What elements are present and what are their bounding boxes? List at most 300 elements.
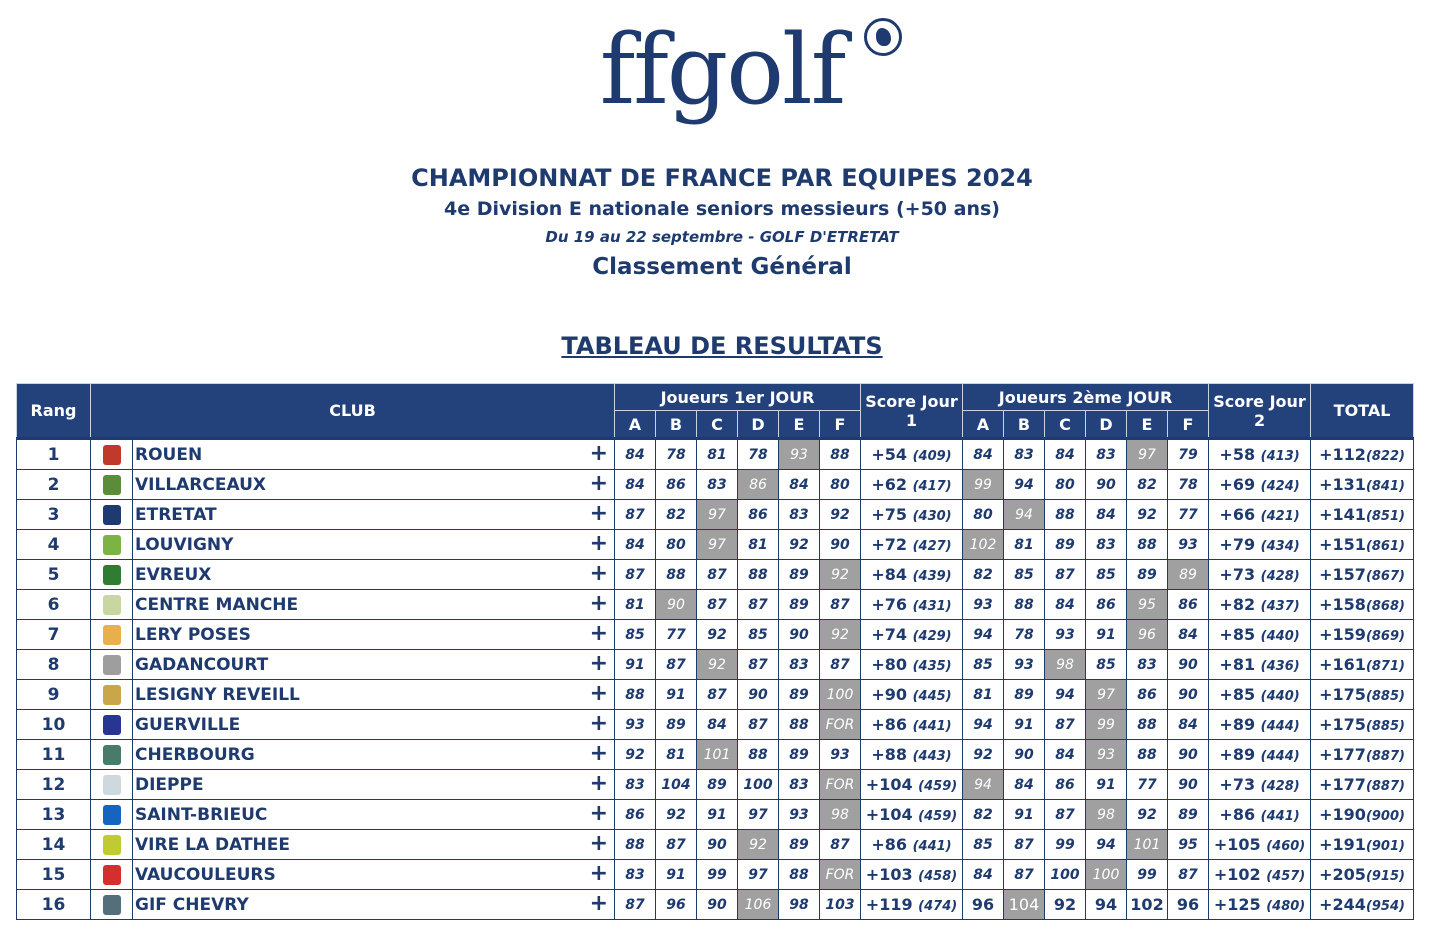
- club-logo-icon: [103, 475, 121, 495]
- day2-score-a: 102: [963, 530, 1004, 560]
- rank-cell: 6: [17, 590, 91, 620]
- total-cell: [1311, 590, 1414, 620]
- rank-cell: 4: [17, 530, 91, 560]
- club-logo-cell: [91, 650, 133, 680]
- club-logo-icon: [103, 685, 121, 705]
- expand-plus-icon[interactable]: +: [589, 801, 608, 826]
- club-name-cell: [133, 590, 615, 620]
- score-day1-cell: [861, 740, 963, 770]
- day2-score-b: 83: [1004, 439, 1045, 470]
- day2-score-a: 99: [963, 470, 1004, 500]
- expand-plus-icon[interactable]: +: [589, 681, 608, 706]
- total-strokes: (861): [1365, 539, 1405, 554]
- day2-score-c: 88: [1045, 500, 1086, 530]
- rank-cell: 3: [17, 500, 91, 530]
- expand-plus-icon[interactable]: +: [589, 861, 608, 886]
- score-day2-cell: [1209, 890, 1311, 920]
- total-strokes: (887): [1365, 779, 1405, 794]
- day1-score-e: 89: [779, 740, 820, 770]
- score-day1-cell: [861, 470, 963, 500]
- total-strokes: (887): [1365, 749, 1405, 764]
- day1-score-b: 91: [656, 680, 697, 710]
- club-name: DIEPPE: [135, 774, 204, 795]
- total-strokes: (954): [1365, 899, 1405, 914]
- day1-score-c: 99: [697, 860, 738, 890]
- rank-cell: 1: [17, 439, 91, 470]
- day1-score-f: 87: [820, 590, 861, 620]
- rank-cell: 9: [17, 680, 91, 710]
- day2-score-c: 93: [1045, 620, 1086, 650]
- total-cell: [1311, 439, 1414, 470]
- score-day2-cell: [1209, 800, 1311, 830]
- day1-score-b: 81: [656, 740, 697, 770]
- day1-score-e: 93: [779, 800, 820, 830]
- club-name-cell: [133, 830, 615, 860]
- day2-score-e: 82: [1127, 470, 1168, 500]
- score-day1-cell: [861, 500, 963, 530]
- rank-cell: 11: [17, 740, 91, 770]
- club-logo-cell: [91, 620, 133, 650]
- section-title: Classement Général: [592, 254, 852, 280]
- total-cell: [1311, 860, 1414, 890]
- table-row: [17, 770, 1414, 800]
- club-name: CENTRE MANCHE: [135, 594, 299, 615]
- club-logo-icon: [103, 895, 121, 915]
- day2-score-f: 78: [1168, 470, 1209, 500]
- score-day2: +81: [1219, 655, 1256, 674]
- day1-score-b: 88: [656, 560, 697, 590]
- day1-score-f: 92: [820, 560, 861, 590]
- total-strokes: (851): [1365, 509, 1405, 524]
- expand-plus-icon[interactable]: +: [589, 591, 608, 616]
- header-rang: Rang: [17, 384, 91, 439]
- rank-cell: 10: [17, 710, 91, 740]
- strokes-day2: (437): [1260, 599, 1300, 614]
- day1-score-c: 92: [697, 620, 738, 650]
- strokes-day1: (427): [912, 539, 952, 554]
- day1-score-e: 88: [779, 860, 820, 890]
- results-table: [16, 383, 1414, 920]
- strokes-day1: (445): [912, 689, 952, 704]
- total-strokes: (822): [1365, 449, 1405, 464]
- score-day2: +69: [1219, 475, 1256, 494]
- day2-score-e: 99: [1127, 860, 1168, 890]
- score-day2: +125: [1213, 895, 1261, 914]
- club-logo-icon: [103, 775, 121, 795]
- score-day1-cell: [861, 770, 963, 800]
- club-name: VAUCOULEURS: [135, 864, 276, 885]
- table-row: [17, 500, 1414, 530]
- day1-score-d: 86: [738, 470, 779, 500]
- score-day2: +85: [1219, 625, 1256, 644]
- day2-score-d: 97: [1086, 680, 1127, 710]
- day2-score-b: 85: [1004, 560, 1045, 590]
- day2-score-d: 86: [1086, 590, 1127, 620]
- header-total: TOTAL: [1311, 384, 1414, 439]
- total-cell: [1311, 650, 1414, 680]
- score-day1: +90: [871, 685, 908, 704]
- club-name: VILLARCEAUX: [135, 474, 267, 495]
- day1-score-a: 88: [615, 830, 656, 860]
- day2-score-f: 90: [1168, 650, 1209, 680]
- day2-score-a: 84: [963, 439, 1004, 470]
- day2-score-b: 84: [1004, 770, 1045, 800]
- club-logo-cell: [91, 530, 133, 560]
- day1-score-c: 91: [697, 800, 738, 830]
- strokes-day2: (444): [1260, 719, 1300, 734]
- club-name: CHERBOURG: [135, 744, 255, 765]
- day2-score-d: 100: [1086, 860, 1127, 890]
- club-name: GIF CHEVRY: [135, 894, 249, 915]
- day1-score-b: 80: [656, 530, 697, 560]
- expand-plus-icon[interactable]: +: [589, 441, 608, 466]
- club-name-cell: [133, 530, 615, 560]
- day1-score-c: 87: [697, 590, 738, 620]
- header-day2-player-e: E: [1127, 411, 1168, 439]
- day2-score-e: 101: [1127, 830, 1168, 860]
- club-logo-cell: [91, 890, 133, 920]
- club-logo-cell: [91, 770, 133, 800]
- header-day1-player-b: B: [656, 411, 697, 439]
- day1-score-d: 78: [738, 439, 779, 470]
- expand-plus-icon[interactable]: +: [589, 501, 608, 526]
- total-score: +177: [1319, 775, 1366, 794]
- total-cell: [1311, 620, 1414, 650]
- club-logo-cell: [91, 680, 133, 710]
- ffgolf-logo-text: ffgolf: [600, 10, 845, 130]
- table-title: TABLEAU DE RESULTATS: [561, 332, 883, 360]
- day2-score-c: 84: [1045, 439, 1086, 470]
- total-strokes: (901): [1365, 839, 1405, 854]
- strokes-day2: (421): [1260, 509, 1300, 524]
- day1-score-e: 88: [779, 710, 820, 740]
- header-score2: Score Jour 2: [1209, 384, 1311, 439]
- day2-score-d: 99: [1086, 710, 1127, 740]
- day1-score-b: 92: [656, 800, 697, 830]
- score-day2-cell: [1209, 620, 1311, 650]
- day1-score-e: 92: [779, 530, 820, 560]
- day1-score-d: 97: [738, 800, 779, 830]
- club-name: ROUEN: [135, 444, 203, 465]
- strokes-day2: (440): [1260, 689, 1300, 704]
- club-logo-icon: [103, 865, 121, 885]
- total-cell: [1311, 830, 1414, 860]
- day1-score-d: 88: [738, 560, 779, 590]
- expand-plus-icon[interactable]: +: [589, 561, 608, 586]
- score-day2-cell: [1209, 830, 1311, 860]
- total-strokes: (867): [1365, 569, 1405, 584]
- day1-score-b: 82: [656, 500, 697, 530]
- total-score: +161: [1319, 655, 1366, 674]
- club-name: ETRETAT: [135, 504, 217, 525]
- strokes-day2: (444): [1260, 749, 1300, 764]
- table-row: [17, 590, 1414, 620]
- expand-plus-icon[interactable]: +: [589, 891, 608, 916]
- total-score: +151: [1319, 535, 1366, 554]
- total-cell: [1311, 740, 1414, 770]
- table-row: [17, 680, 1414, 710]
- score-day2-cell: [1209, 680, 1311, 710]
- day2-score-a: 82: [963, 560, 1004, 590]
- day1-score-f: FOR: [820, 860, 861, 890]
- header-score1: Score Jour 1: [861, 384, 963, 439]
- day2-score-b: 89: [1004, 680, 1045, 710]
- club-name-cell: [133, 770, 615, 800]
- expand-plus-icon[interactable]: +: [589, 471, 608, 496]
- score-day2-cell: [1209, 560, 1311, 590]
- day2-score-b: 91: [1004, 710, 1045, 740]
- strokes-day2: (440): [1260, 629, 1300, 644]
- day1-score-d: 106: [738, 890, 779, 920]
- club-logo-icon: [103, 505, 121, 525]
- day1-score-f: 92: [820, 620, 861, 650]
- score-day1: +76: [871, 595, 908, 614]
- day2-score-b: 93: [1004, 650, 1045, 680]
- expand-plus-icon[interactable]: +: [589, 711, 608, 736]
- total-cell: [1311, 890, 1414, 920]
- day1-score-b: 87: [656, 830, 697, 860]
- day1-score-c: 81: [697, 439, 738, 470]
- day2-score-c: 84: [1045, 590, 1086, 620]
- club-name-cell: [133, 800, 615, 830]
- total-cell: [1311, 500, 1414, 530]
- score-day1-cell: [861, 680, 963, 710]
- club-name-cell: [133, 620, 615, 650]
- registered-rooster-icon: [864, 18, 902, 56]
- strokes-day1: (430): [912, 509, 952, 524]
- total-strokes: (868): [1365, 599, 1405, 614]
- score-day2-cell: [1209, 590, 1311, 620]
- expand-plus-icon[interactable]: +: [589, 651, 608, 676]
- header-day2-player-c: C: [1045, 411, 1086, 439]
- score-day2: +73: [1219, 775, 1256, 794]
- day2-score-a: 80: [963, 500, 1004, 530]
- day2-score-c: 87: [1045, 560, 1086, 590]
- score-day1: +72: [871, 535, 908, 554]
- total-cell: [1311, 770, 1414, 800]
- day1-score-d: 87: [738, 590, 779, 620]
- total-strokes: (869): [1365, 629, 1405, 644]
- score-day1: +74: [871, 625, 908, 644]
- page-title: CHAMPIONNAT DE FRANCE PAR EQUIPES 2024: [411, 164, 1033, 192]
- strokes-day1: (441): [912, 719, 952, 734]
- total-cell: [1311, 470, 1414, 500]
- club-logo-icon: [103, 805, 121, 825]
- day2-score-e: 92: [1127, 500, 1168, 530]
- club-logo-icon: [103, 565, 121, 585]
- day2-score-b: 87: [1004, 860, 1045, 890]
- club-name-cell: [133, 439, 615, 470]
- day2-score-b: 88: [1004, 590, 1045, 620]
- day2-score-d: 84: [1086, 500, 1127, 530]
- day1-score-f: FOR: [820, 770, 861, 800]
- day2-score-d: 85: [1086, 560, 1127, 590]
- rank-cell: 8: [17, 650, 91, 680]
- day2-score-e: 83: [1127, 650, 1168, 680]
- total-cell: [1311, 560, 1414, 590]
- day2-score-c: 94: [1045, 680, 1086, 710]
- score-day1: +62: [871, 475, 908, 494]
- club-name-cell: [133, 710, 615, 740]
- strokes-day2: (436): [1260, 659, 1300, 674]
- club-logo-icon: [103, 625, 121, 645]
- day1-score-f: 90: [820, 530, 861, 560]
- score-day2-cell: [1209, 740, 1311, 770]
- club-logo-cell: [91, 830, 133, 860]
- day1-score-c: 92: [697, 650, 738, 680]
- expand-plus-icon[interactable]: +: [589, 831, 608, 856]
- table-row: [17, 439, 1414, 470]
- day1-score-b: 90: [656, 590, 697, 620]
- day1-score-b: 89: [656, 710, 697, 740]
- day1-score-e: 98: [779, 890, 820, 920]
- total-cell: [1311, 710, 1414, 740]
- strokes-day2: (460): [1266, 839, 1306, 854]
- header-day2-player-f: F: [1168, 411, 1209, 439]
- header-day1-player-a: A: [615, 411, 656, 439]
- day1-score-e: 83: [779, 770, 820, 800]
- day1-score-f: 103: [820, 890, 861, 920]
- day1-score-a: 81: [615, 590, 656, 620]
- score-day2: +102: [1213, 865, 1261, 884]
- day1-score-a: 87: [615, 560, 656, 590]
- day2-score-a: 85: [963, 830, 1004, 860]
- day2-score-f: 89: [1168, 560, 1209, 590]
- score-day1: +86: [871, 835, 908, 854]
- strokes-day1: (459): [918, 809, 958, 824]
- total-score: +159: [1319, 625, 1366, 644]
- day2-score-b: 81: [1004, 530, 1045, 560]
- day1-score-a: 91: [615, 650, 656, 680]
- day2-score-e: 96: [1127, 620, 1168, 650]
- club-logo-icon: [103, 445, 121, 465]
- day1-score-d: 100: [738, 770, 779, 800]
- header-club: CLUB: [91, 384, 615, 439]
- expand-plus-icon[interactable]: +: [589, 771, 608, 796]
- day1-score-e: 89: [779, 830, 820, 860]
- club-logo-icon: [103, 835, 121, 855]
- header-day2-player-b: B: [1004, 411, 1045, 439]
- score-day1: +88: [871, 745, 908, 764]
- score-day1-cell: [861, 439, 963, 470]
- day1-score-a: 87: [615, 890, 656, 920]
- day1-score-a: 86: [615, 800, 656, 830]
- expand-plus-icon[interactable]: +: [589, 621, 608, 646]
- day2-score-a: 84: [963, 860, 1004, 890]
- total-score: +175: [1319, 715, 1366, 734]
- day1-score-f: 87: [820, 830, 861, 860]
- club-logo-cell: [91, 740, 133, 770]
- club-name: SAINT-BRIEUC: [135, 804, 268, 825]
- total-score: +175: [1319, 685, 1366, 704]
- day2-score-c: 87: [1045, 800, 1086, 830]
- header-day1-player-e: E: [779, 411, 820, 439]
- table-row: [17, 830, 1414, 860]
- day1-score-c: 90: [697, 830, 738, 860]
- score-day2: +66: [1219, 505, 1256, 524]
- score-day1: +54: [871, 445, 908, 464]
- total-cell: [1311, 680, 1414, 710]
- day2-score-b: 94: [1004, 470, 1045, 500]
- day1-score-a: 88: [615, 680, 656, 710]
- total-cell: [1311, 800, 1414, 830]
- day2-score-d: 83: [1086, 439, 1127, 470]
- day2-score-c: 86: [1045, 770, 1086, 800]
- total-score: +131: [1319, 475, 1366, 494]
- strokes-day1: (409): [912, 449, 952, 464]
- day2-score-b: 91: [1004, 800, 1045, 830]
- expand-plus-icon[interactable]: +: [589, 741, 608, 766]
- day1-score-a: 93: [615, 710, 656, 740]
- club-logo-icon: [103, 655, 121, 675]
- day2-score-f: 90: [1168, 770, 1209, 800]
- table-row: [17, 530, 1414, 560]
- rank-cell: 5: [17, 560, 91, 590]
- score-day2: +73: [1219, 565, 1256, 584]
- header-day1-player-c: C: [697, 411, 738, 439]
- score-day1-cell: [861, 590, 963, 620]
- score-day1-cell: [861, 530, 963, 560]
- strokes-day1: (435): [912, 659, 952, 674]
- day2-score-a: 96: [963, 890, 1004, 920]
- day2-score-b: 78: [1004, 620, 1045, 650]
- table-row: [17, 470, 1414, 500]
- day1-score-d: 85: [738, 620, 779, 650]
- day2-score-f: 90: [1168, 680, 1209, 710]
- total-strokes: (900): [1365, 809, 1405, 824]
- strokes-day2: (434): [1260, 539, 1300, 554]
- day2-score-b: 87: [1004, 830, 1045, 860]
- table-row: [17, 740, 1414, 770]
- day1-score-d: 81: [738, 530, 779, 560]
- day2-score-e: 102: [1127, 890, 1168, 920]
- day1-score-b: 86: [656, 470, 697, 500]
- header-day1-players: Joueurs 1er JOUR: [615, 384, 861, 411]
- club-name-cell: [133, 680, 615, 710]
- score-day2: +86: [1219, 805, 1256, 824]
- day2-score-a: 92: [963, 740, 1004, 770]
- total-strokes: (885): [1365, 689, 1405, 704]
- club-name: LESIGNY REVEILL: [135, 684, 300, 705]
- day2-score-d: 98: [1086, 800, 1127, 830]
- score-day1: +119: [865, 895, 913, 914]
- club-name-cell: [133, 740, 615, 770]
- club-name-cell: [133, 650, 615, 680]
- day2-score-e: 95: [1127, 590, 1168, 620]
- day1-score-f: 80: [820, 470, 861, 500]
- day1-score-b: 78: [656, 439, 697, 470]
- score-day2: +79: [1219, 535, 1256, 554]
- day2-score-f: 79: [1168, 439, 1209, 470]
- day1-score-c: 97: [697, 500, 738, 530]
- day1-score-f: 100: [820, 680, 861, 710]
- day1-score-f: 88: [820, 439, 861, 470]
- rank-cell: 2: [17, 470, 91, 500]
- score-day1-cell: [861, 800, 963, 830]
- day1-score-f: FOR: [820, 710, 861, 740]
- score-day1: +86: [871, 715, 908, 734]
- score-day1-cell: [861, 830, 963, 860]
- total-cell: [1311, 530, 1414, 560]
- score-day2-cell: [1209, 650, 1311, 680]
- strokes-day2: (424): [1260, 479, 1300, 494]
- club-logo-cell: [91, 710, 133, 740]
- day2-score-e: 86: [1127, 680, 1168, 710]
- strokes-day1: (458): [918, 869, 958, 884]
- expand-plus-icon[interactable]: +: [589, 531, 608, 556]
- day2-score-d: 94: [1086, 830, 1127, 860]
- day2-score-a: 94: [963, 770, 1004, 800]
